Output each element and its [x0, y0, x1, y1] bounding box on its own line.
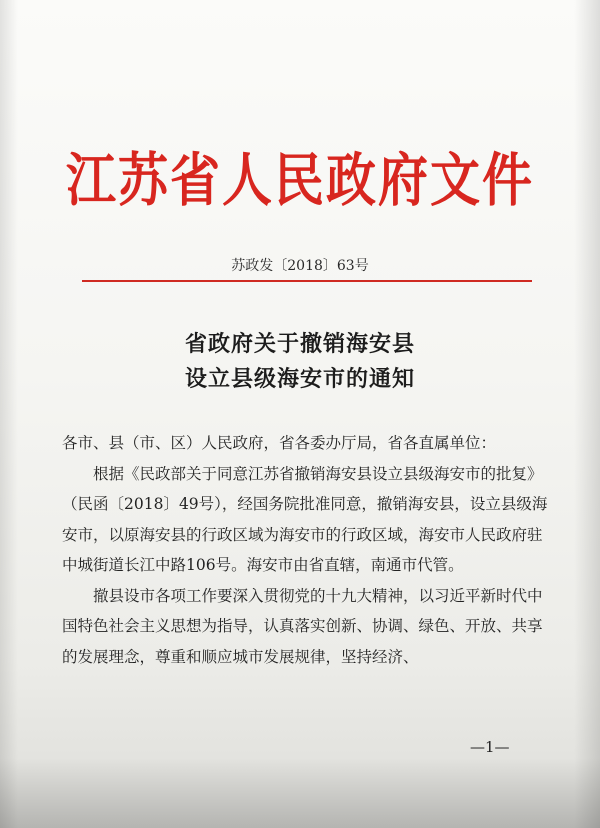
page-number: —1—: [470, 738, 510, 756]
body-paragraph-2: 撤县设市各项工作要深入贯彻党的十九大精神，以习近平新时代中国特色社会主义思想为指导，认真落实创新、协调、绿色、开放、共享的发展理念，尊重和顺应城市发展规律，坚持经济、: [62, 586, 543, 666]
salutation: 各市、县（市、区）人民政府，省各委办厅局，省各直属单位：: [62, 434, 497, 452]
notice-title-line-2: 设立县级海安市的通知: [184, 366, 415, 392]
page-shadow-right: [574, 0, 600, 828]
document-number: 苏政发〔2018〕63号: [231, 258, 369, 274]
red-divider-line: [82, 280, 532, 282]
document-header-title: 江苏省人民政府文件: [66, 146, 534, 214]
page-shadow-bottom: [0, 758, 600, 828]
page-shadow-left: [0, 0, 18, 828]
body-paragraph-1: 根据《民政部关于同意江苏省撤销海安县设立县级海安市的批复》（民函〔2018〕49号），经国务院批准同意，撤销海安县，设立县级海安市，以原海安县的行政区域为海安市的行政区域，海安市人民政府驻中城街道长江中路106号。海安市由省直辖，南通市代管。: [62, 464, 548, 574]
document-body: [62, 428, 548, 672]
notice-title-line-1: 省政府关于撤销海安县: [184, 331, 415, 357]
